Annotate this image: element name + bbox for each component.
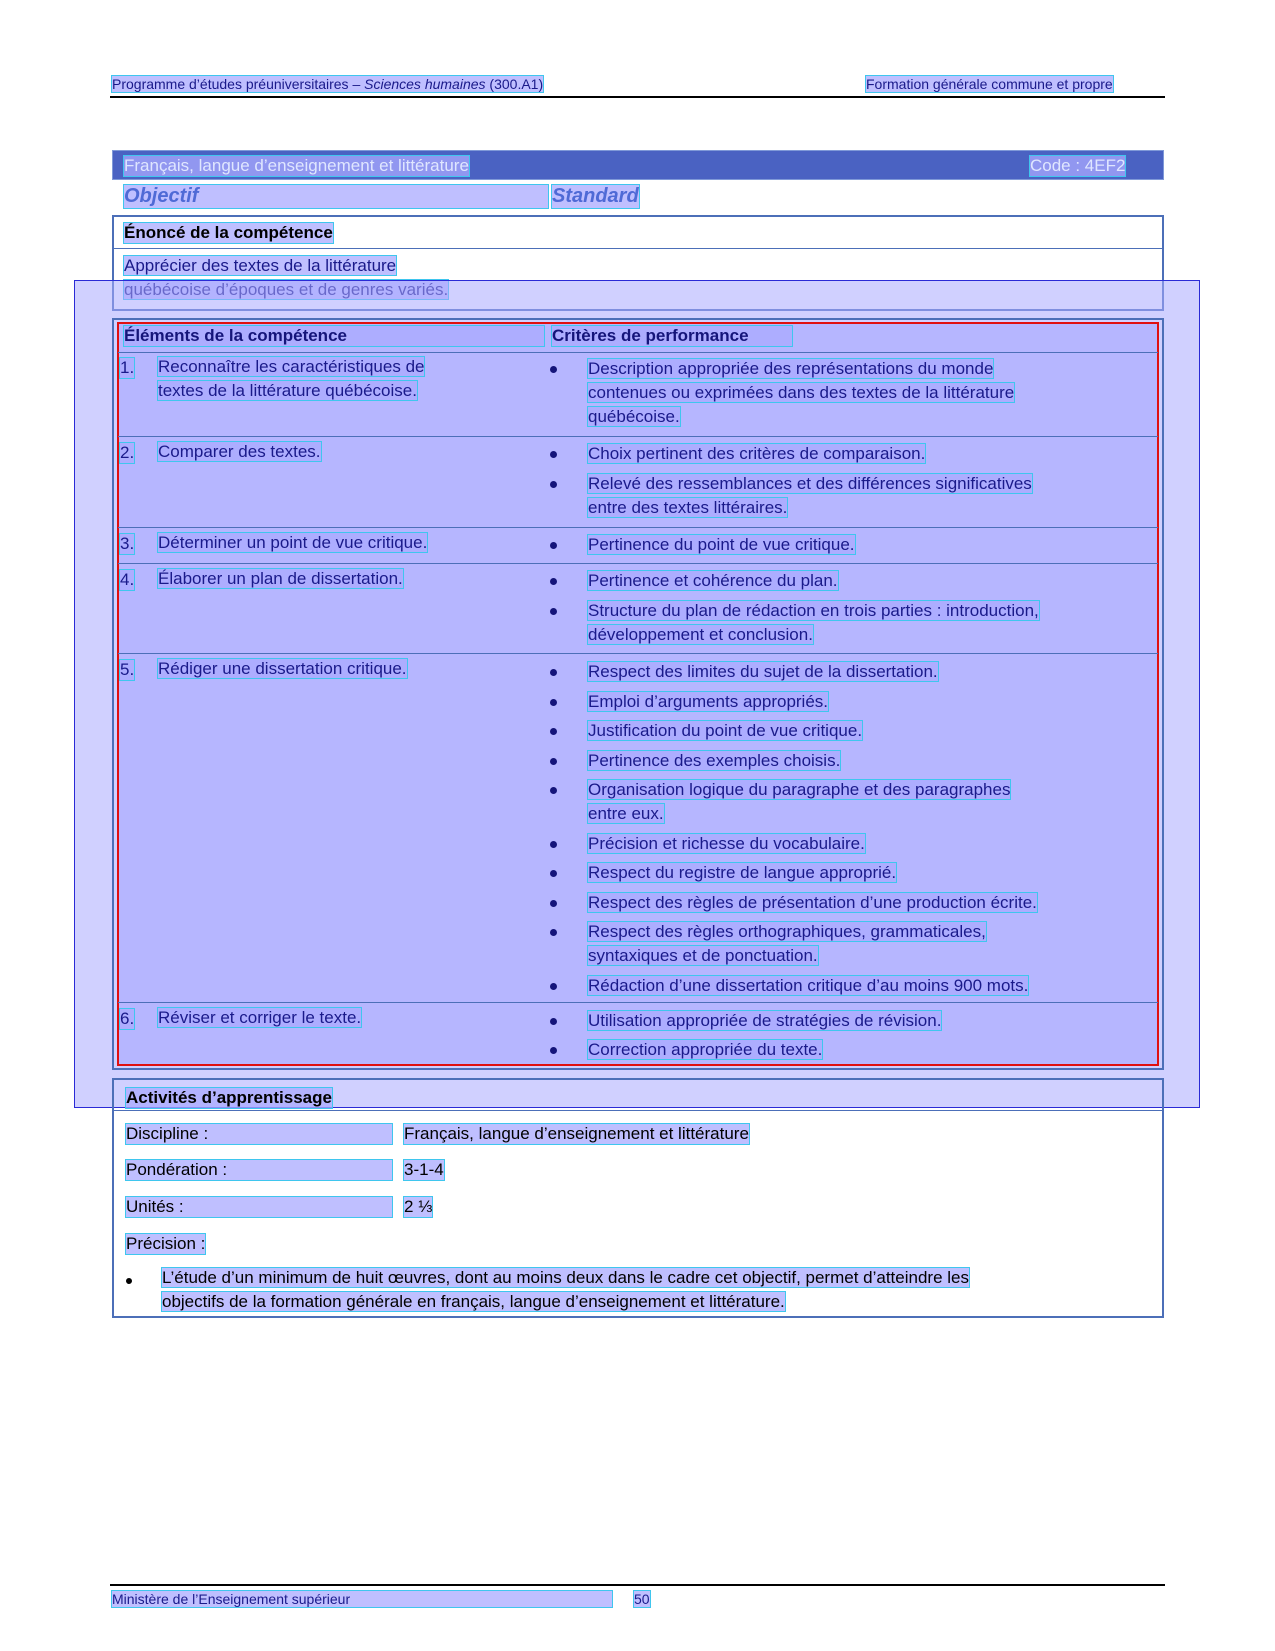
criterion-line: entre eux. — [588, 804, 664, 823]
footer-rule — [110, 1584, 1165, 1586]
discipline-label: Discipline : — [126, 1124, 392, 1144]
bullet-icon — [550, 787, 557, 794]
criterion-line: Respect du registre de langue approprié. — [588, 863, 897, 882]
enonce-divider — [114, 248, 1162, 249]
row-divider — [118, 563, 1158, 564]
criterion — [588, 778, 1010, 826]
row-divider — [118, 352, 1158, 353]
criterion — [588, 357, 1014, 429]
bullet-icon — [550, 578, 557, 585]
element-text — [158, 567, 403, 591]
header-program: Programme d’études préuniversitaires – — [112, 76, 365, 92]
criterion — [588, 974, 1028, 998]
element-line: textes de la littérature québécoise. — [158, 381, 417, 400]
bullet-icon — [550, 366, 557, 373]
enonce-line: Apprécier des textes de la littérature — [124, 256, 397, 275]
criterion — [588, 660, 938, 684]
objective-label: Objectif — [124, 185, 548, 208]
element-line: Rédiger une dissertation critique. — [158, 659, 407, 678]
page-number: 50 — [634, 1591, 650, 1607]
element-line: Élaborer un plan de dissertation. — [158, 569, 403, 588]
col-header-elements: Éléments de la compétence — [124, 326, 544, 346]
header-program-code: (300.A1) — [485, 76, 544, 92]
criterion — [588, 719, 862, 743]
precision-label: Précision : — [126, 1234, 206, 1253]
row-divider — [118, 527, 1158, 528]
precision-line: L’étude d’un minimum de huit œuvres, dont au moins deux dans le cadre cet objectif, permet d’atteindre les — [162, 1268, 969, 1287]
element-number: 6. — [120, 1009, 135, 1028]
criterion-line: Relevé des ressemblances et des différences significatives — [588, 474, 1032, 493]
activities-divider — [114, 1110, 1162, 1111]
criterion-line: Structure du plan de rédaction en trois parties : introduction, — [588, 601, 1039, 620]
criterion — [588, 442, 925, 466]
criterion — [588, 1038, 822, 1062]
criterion-line: Justification du point de vue critique. — [588, 721, 863, 740]
bullet-icon — [550, 451, 557, 458]
enonce-heading: Énoncé de la compétence — [124, 223, 333, 242]
element-number: 4. — [120, 570, 135, 589]
criterion — [588, 690, 828, 714]
criterion-line: Correction appropriée du texte. — [588, 1040, 823, 1059]
element-number: 2. — [120, 443, 135, 462]
bullet-icon — [550, 870, 557, 877]
criterion-line: Choix pertinent des critères de comparaison. — [588, 444, 926, 463]
criterion-line: entre des textes littéraires. — [588, 498, 788, 517]
element-text — [158, 355, 424, 403]
course-code: Code : 4EF2 — [1030, 156, 1126, 175]
standard-label: Standard — [552, 185, 639, 207]
criterion — [588, 861, 896, 885]
criterion-line: Pertinence et cohérence du plan. — [588, 571, 838, 590]
footer-ministry: Ministère de l’Enseignement supérieur — [112, 1591, 612, 1607]
criterion — [588, 599, 1039, 647]
bullet-icon — [550, 1047, 557, 1054]
bullet-icon — [550, 983, 557, 990]
criterion-line: contenues ou exprimées dans des textes de la littérature — [588, 383, 1015, 402]
criterion — [588, 832, 865, 856]
bullet-icon — [550, 1018, 557, 1025]
bullet-icon — [550, 728, 557, 735]
criterion-line: québécoise. — [588, 407, 680, 426]
bullet-icon — [550, 841, 557, 848]
row-divider — [118, 653, 1158, 654]
criterion-line: Précision et richesse du vocabulaire. — [588, 834, 865, 853]
criterion — [588, 1009, 941, 1033]
criterion — [588, 891, 1037, 915]
element-text — [158, 1006, 361, 1030]
element-line: Comparer des textes. — [158, 442, 321, 461]
running-header-left — [112, 76, 543, 92]
element-line: Reconnaître les caractéristiques de — [158, 357, 425, 376]
bullet-icon — [550, 608, 557, 615]
unites-label: Unités : — [126, 1197, 392, 1217]
bullet-icon — [550, 669, 557, 676]
bullet-icon — [550, 758, 557, 765]
criterion — [588, 569, 838, 593]
running-header-right: Formation générale commune et propre — [866, 76, 1113, 92]
element-line: Réviser et corriger le texte. — [158, 1008, 362, 1027]
element-number: 1. — [120, 358, 135, 377]
criterion-line: Pertinence des exemples choisis. — [588, 751, 841, 770]
element-number: 3. — [120, 534, 135, 553]
criterion-line: Organisation logique du paragraphe et des paragraphes — [588, 780, 1011, 799]
criterion-line: Rédaction d’une dissertation critique d’au moins 900 mots. — [588, 976, 1029, 995]
criterion-line: Respect des règles de présentation d’une production écrite. — [588, 893, 1037, 912]
discipline-value: Français, langue d’enseignement et littérature — [404, 1124, 749, 1143]
criterion-line: Respect des limites du sujet de la dissertation. — [588, 662, 938, 681]
unites-value: 2 ⅓ — [404, 1197, 433, 1216]
element-text — [158, 531, 427, 555]
bullet-icon — [550, 481, 557, 488]
criterion-line: développement et conclusion. — [588, 625, 813, 644]
criterion — [588, 749, 840, 773]
precision-line: objectifs de la formation générale en français, langue d’enseignement et littérature. — [162, 1292, 785, 1311]
criterion-line: Utilisation appropriée de stratégies de révision. — [588, 1011, 942, 1030]
col-header-criteria: Critères de performance — [552, 326, 792, 346]
element-text — [158, 657, 407, 681]
criterion-line: Description appropriée des représentations du monde — [588, 359, 994, 378]
ponderation-label: Pondération : — [126, 1160, 392, 1180]
header-rule — [110, 96, 1165, 98]
bullet-icon — [126, 1278, 132, 1284]
criterion — [588, 920, 986, 968]
row-divider — [118, 1002, 1158, 1003]
precision-text — [162, 1266, 1162, 1314]
bullet-icon — [550, 900, 557, 907]
criterion-line: Pertinence du point de vue critique. — [588, 535, 855, 554]
activities-heading: Activités d’apprentissage — [126, 1088, 332, 1107]
bullet-icon — [550, 929, 557, 936]
bullet-icon — [550, 699, 557, 706]
criterion-line: Respect des règles orthographiques, grammaticales, — [588, 922, 986, 941]
criterion — [588, 472, 1032, 520]
ponderation-value: 3-1-4 — [404, 1160, 444, 1179]
element-line: Déterminer un point de vue critique. — [158, 533, 428, 552]
element-number: 5. — [120, 660, 135, 679]
course-title: Français, langue d’enseignement et littérature — [124, 156, 469, 175]
element-text — [158, 440, 321, 464]
criterion-line: syntaxiques et de ponctuation. — [588, 946, 818, 965]
header-program-name: Sciences humaines — [364, 76, 486, 92]
criterion-line: Emploi d’arguments appropriés. — [588, 692, 829, 711]
bullet-icon — [550, 542, 557, 549]
row-divider — [118, 436, 1158, 437]
criterion — [588, 533, 855, 557]
